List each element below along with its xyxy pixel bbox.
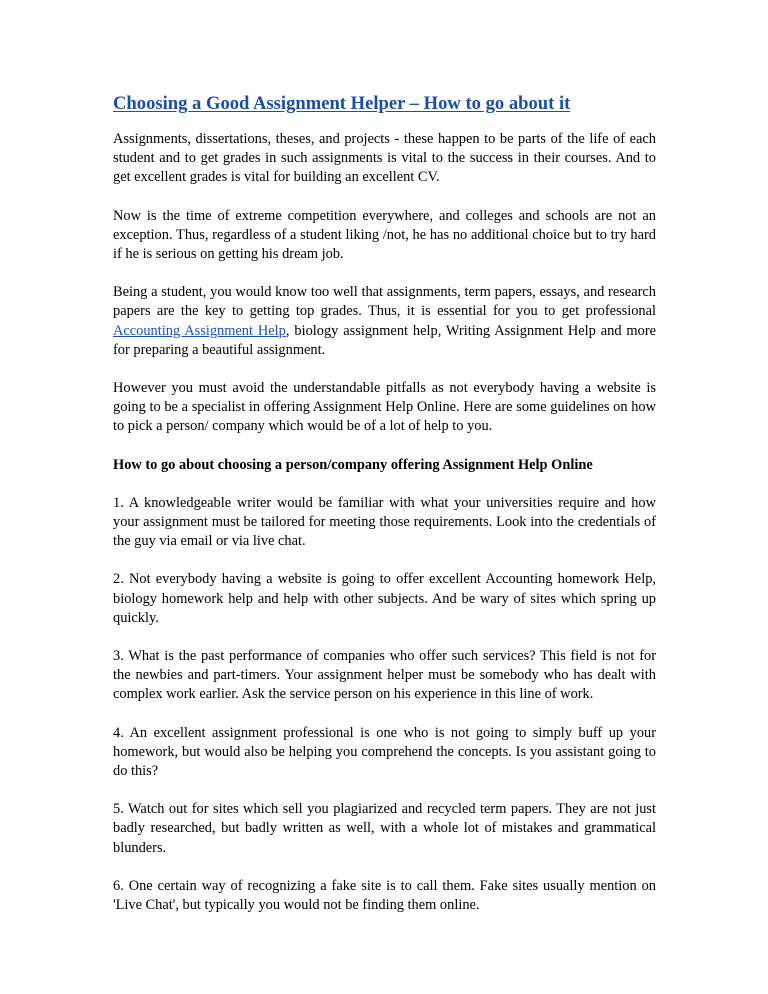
document-title: Choosing a Good Assignment Helper – How to go about it [113,93,571,114]
paragraph-intro: Assignments, dissertations, theses, and projects - these happen to be parts of the life of each student and to get grades in such assignments is vital to the success in their courses. And to get excellent grades is vital for building an excellent CV. [113,131,656,186]
guideline-item-4: 4. An excellent assignment professional is one who is not going to simply buff up your homework, but would also be helping you comprehend the concepts. Is you assistant going to do this? [113,724,656,780]
paragraph-student-after: , biology assignment help, Writing Assignment Help and more for preparing a beautiful assignment. [113,322,656,358]
guideline-item-1: 1. A knowledgeable writer would be familiar with what your universities require and how your assignment must be tailored for meeting those requirements. Look into the credentials of the guy via email or via live chat. [113,494,656,550]
accounting-assignment-help-link[interactable]: Accounting Assignment Help [113,322,286,339]
paragraph-student [113,283,656,360]
paragraph-pitfalls: However you must avoid the understandable pitfalls as not everybody having a website is going to be a specialist in offering Assignment Help Online. Here are some guidelines on how to pick a person/ company which would be of a lot of help to you. [113,380,656,435]
document-page [113,92,656,934]
guideline-item-3: 3. What is the past performance of companies who offer such services? This field is not for the newbies and part-timers. Your assignment helper must be somebody who has dealt with complex work earlier. Ask the service person on his experience in this line of work. [113,648,656,703]
guideline-item-6: 6. One certain way of recognizing a fake site is to call them. Fake sites usually mention on 'Live Chat', but typically you would not be finding them online. [113,877,656,914]
paragraph-student-before: Being a student, you would know too well that assignments, term papers, essays, and research papers are the key to getting top grades. Thus, it is essential for you to get professional [113,284,656,320]
paragraph-competition: Now is the time of extreme competition everywhere, and colleges and schools are not an exception. Thus, regardless of a student liking /not, he has no additional choice but to try hard if he is serious on getting his dream job. [113,207,656,263]
guideline-item-5: 5. Watch out for sites which sell you plagiarized and recycled term papers. They are not just badly researched, but badly written as well, with a whole lot of mistakes and grammatical blunders. [113,801,656,856]
guideline-item-2: 2. Not everybody having a website is going to offer excellent Accounting homework Help, biology homework help and help with other subjects. And be wary of sites which spring up quickly. [113,571,656,626]
section-heading: How to go about choosing a person/company offering Assignment Help Online [113,456,593,473]
